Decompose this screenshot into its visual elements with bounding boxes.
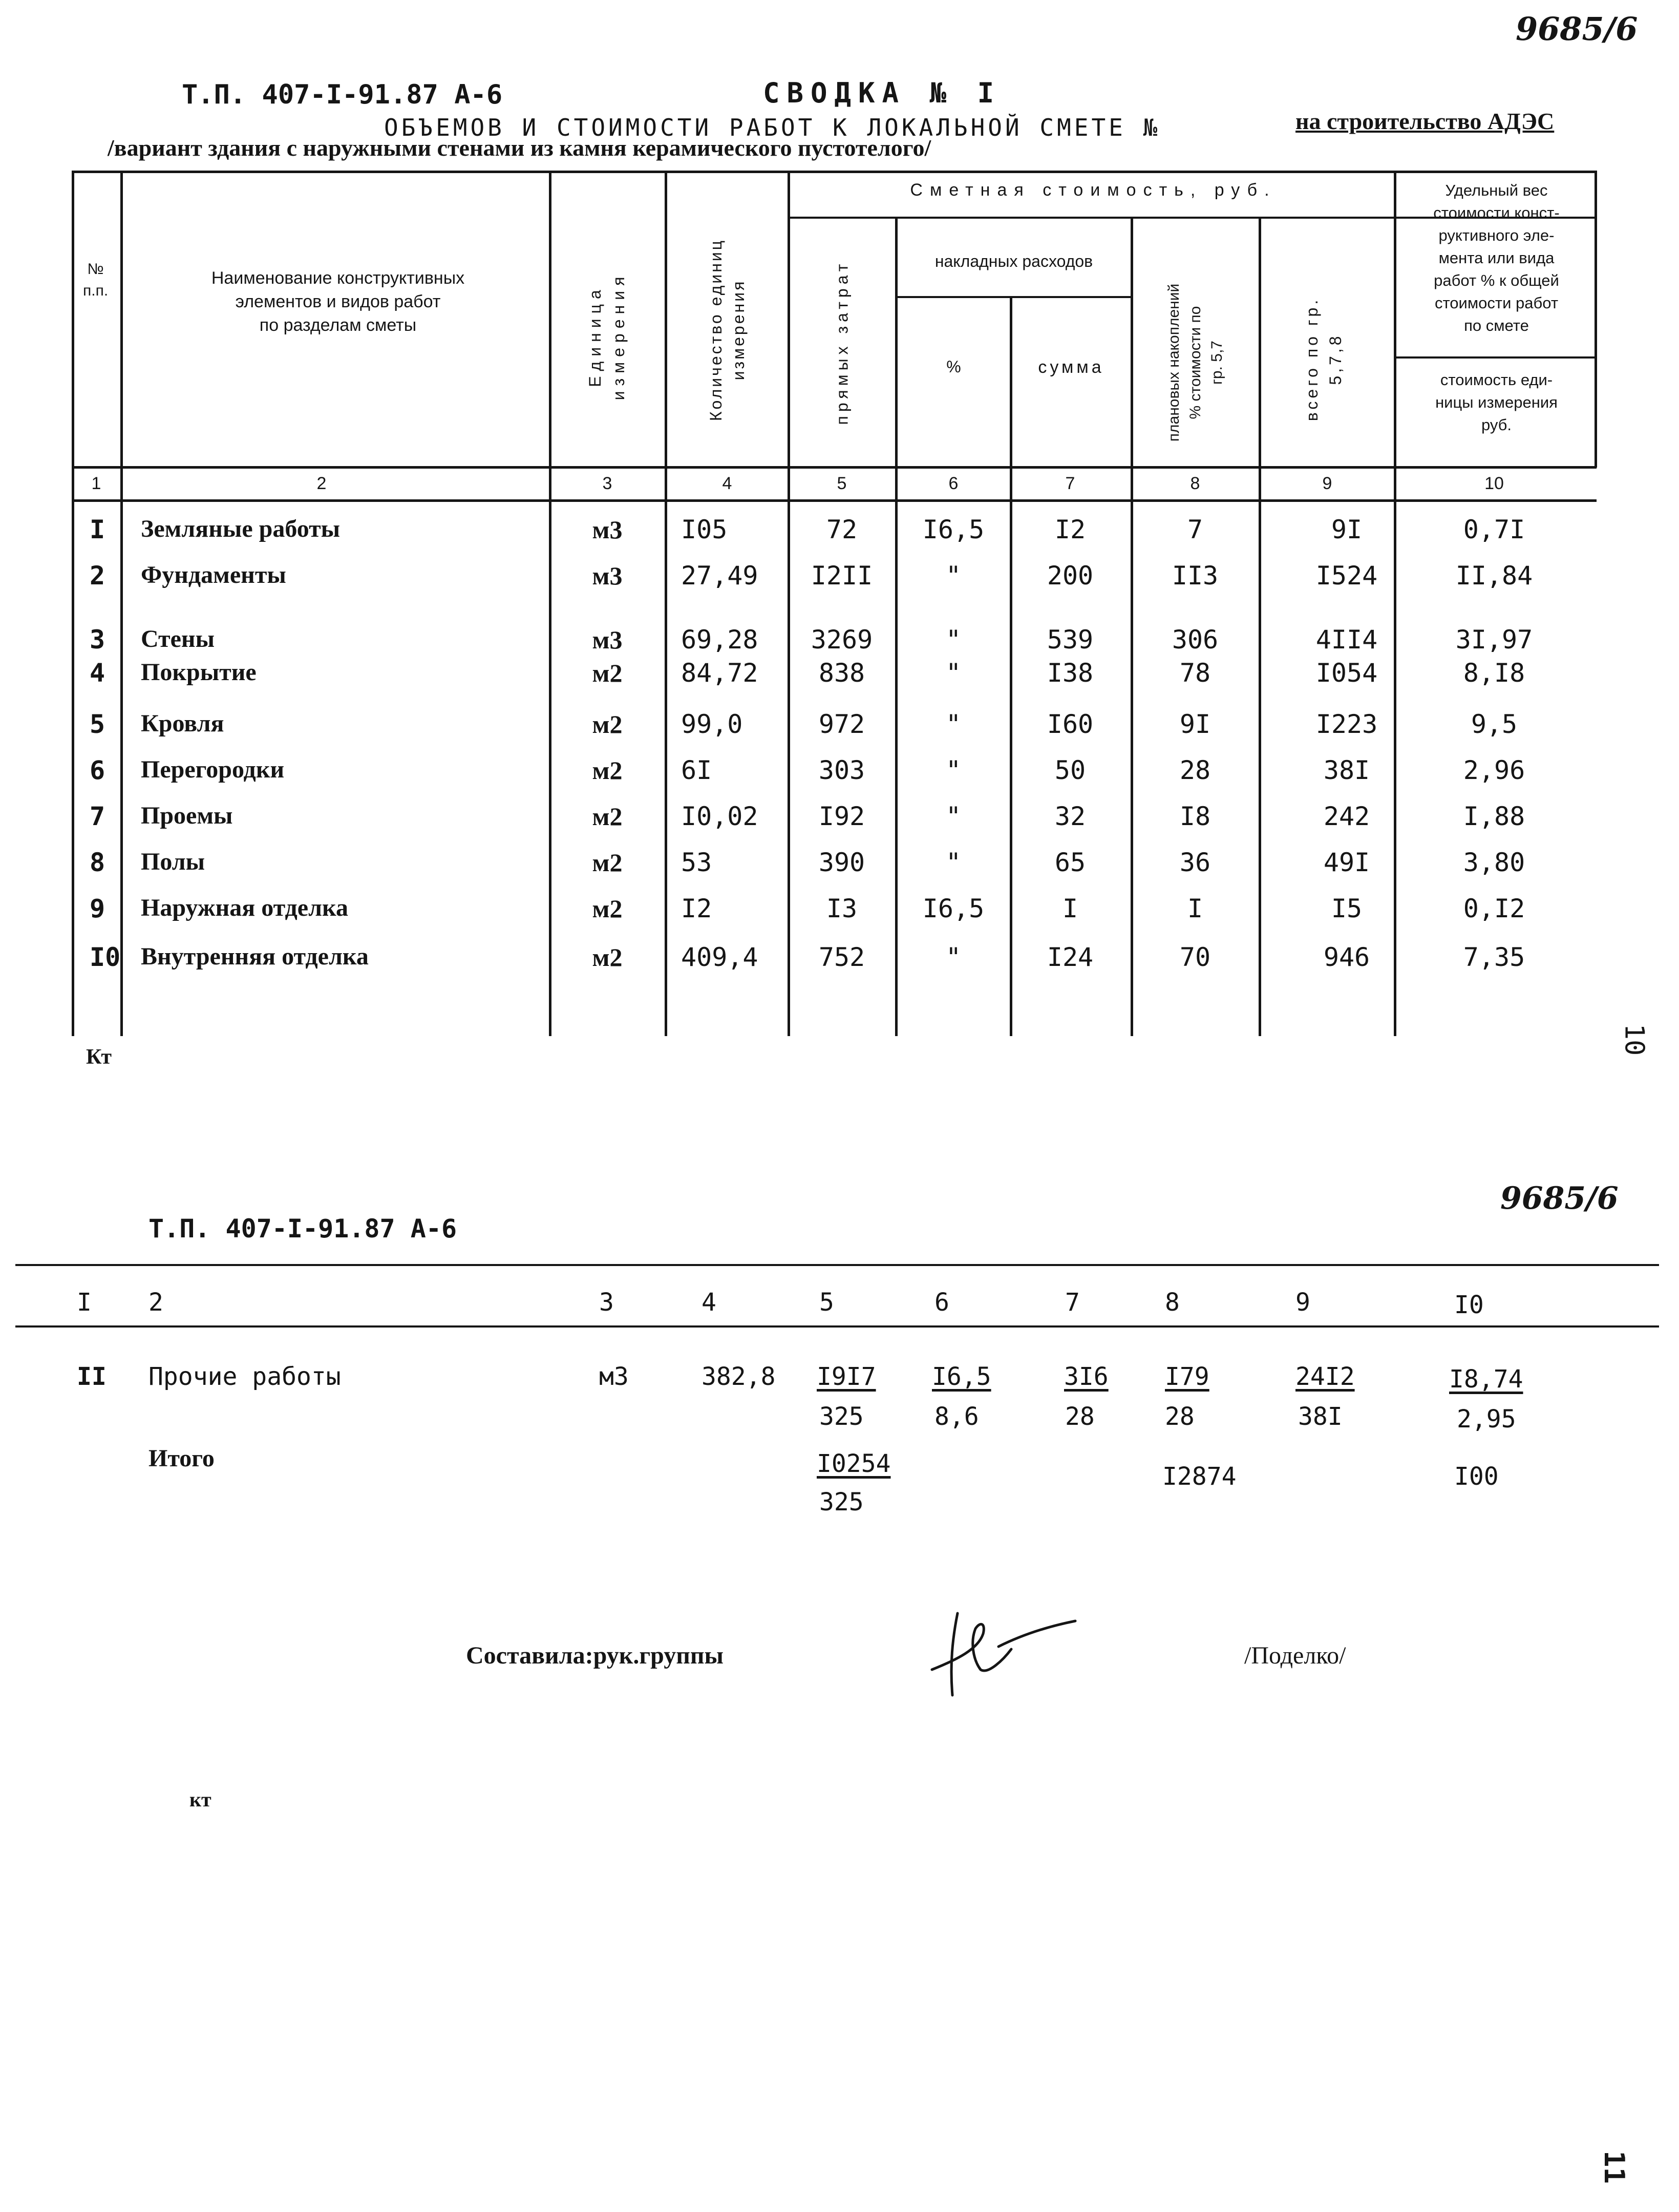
row-total: I223 (1315, 709, 1378, 739)
row-unit: м2 (592, 894, 623, 923)
row-name: Кровля (141, 710, 224, 737)
cont-col-2: 2 (148, 1288, 163, 1317)
row-planned-savings: 7 (1187, 515, 1203, 544)
row-percent-top: I6,5 (932, 1362, 991, 1391)
cont-col-10: I0 (1454, 1291, 1484, 1319)
row-quantity: I0,02 (681, 802, 758, 831)
row-share: II,84 (1455, 561, 1533, 591)
row-number: 6 (90, 755, 105, 785)
row-quantity: 69,28 (681, 625, 758, 655)
col-header-number: № п.п. (83, 261, 109, 299)
composed-by-label: Составила:рук.группы (466, 1642, 724, 1669)
row-number: I0 (90, 942, 121, 972)
col-group-overhead: накладных расходов (934, 252, 1093, 270)
row-overhead-percent: I6,5 (922, 894, 985, 923)
row-share: 9,5 (1471, 709, 1518, 739)
row-percent-bottom: 8,6 (934, 1402, 979, 1431)
page-side-number: 10 (1619, 1023, 1650, 1056)
row-direct-costs: I2II (811, 561, 873, 591)
row-name: Земляные работы (141, 515, 341, 542)
col-number-2: 2 (316, 474, 327, 493)
document-code-2: Т.П. 407-I-91.87 А-6 (148, 1214, 457, 1244)
row-name: Внутренняя отделка (141, 943, 369, 970)
row-planned-savings: I (1187, 894, 1203, 923)
col-number-4: 4 (722, 474, 732, 493)
row-sum-bottom: 28 (1065, 1402, 1095, 1431)
row-overhead-sum: I38 (1047, 658, 1094, 688)
row-total: I5 (1331, 894, 1363, 923)
col-number-8: 8 (1190, 474, 1200, 493)
row-unit: м2 (592, 756, 623, 785)
row-planned-savings: 306 (1172, 625, 1219, 655)
row-unit: м3 (592, 561, 623, 590)
row-share: 8,I8 (1463, 658, 1525, 688)
row-quantity: I05 (681, 515, 728, 544)
col-group-estimated-cost: Сметная стоимость, руб. (910, 180, 1277, 200)
col-number-10: 10 (1484, 474, 1504, 493)
row-total: 49I (1323, 848, 1370, 877)
row-unit: м2 (592, 943, 623, 972)
row-overhead-percent: " (945, 942, 962, 972)
row-share: 3,80 (1463, 848, 1525, 877)
row-planned-savings: 36 (1179, 848, 1211, 877)
initials-bottom-1: Кт (86, 1045, 112, 1069)
row-name: Перегородки (141, 756, 285, 783)
row-overhead-sum: I60 (1047, 709, 1094, 739)
total-direct-top: I0254 (817, 1449, 891, 1478)
row-planned-savings: 28 (1179, 755, 1211, 785)
row-overhead-percent: I6,5 (922, 515, 985, 544)
row-direct-top: I9I7 (817, 1362, 876, 1391)
col-header-total: всего по гр. 5,7,8 (1303, 297, 1345, 422)
row-total: 4II4 (1315, 625, 1378, 655)
page-title: СВОДКА № I (763, 77, 1002, 109)
row-name: Прочие работы (148, 1362, 341, 1391)
row-direct-costs: 752 (818, 942, 865, 972)
row-direct-costs: 390 (818, 848, 865, 877)
row-share: 0,I2 (1463, 894, 1525, 923)
cont-col-1: I (77, 1288, 92, 1317)
subtitle-variant: /вариант здания с наружными стенами из камня керамического пустотелого/ (108, 135, 931, 161)
col-header-name: Наименование конструктивных элементов и видов работ по разделам сметы (211, 268, 465, 335)
row-direct-costs: 972 (818, 709, 865, 739)
col-header-quantity: Количество единиц измерения (707, 238, 748, 422)
row-number: I (90, 515, 105, 544)
row-unit: м2 (592, 659, 623, 687)
row-quantity: 382,8 (702, 1362, 776, 1391)
col-header-overhead-percent: % (946, 357, 961, 376)
row-share: 2,96 (1463, 755, 1525, 785)
row-quantity: 6I (681, 755, 712, 785)
signature-icon (922, 1598, 1080, 1700)
row-overhead-sum: I2 (1054, 515, 1086, 544)
row-total-top: 24I2 (1295, 1362, 1355, 1391)
total-plan: I2874 (1162, 1462, 1237, 1491)
row-quantity: 84,72 (681, 658, 758, 688)
row-overhead-sum: 200 (1047, 561, 1094, 591)
row-unit: м2 (592, 848, 623, 877)
col-header-unit: Единица измерения (586, 271, 628, 401)
row-overhead-sum: 539 (1047, 625, 1094, 655)
total-share: I00 (1454, 1462, 1499, 1491)
cont-col-9: 9 (1295, 1288, 1310, 1317)
row-planned-savings: 9I (1179, 709, 1211, 739)
row-quantity: 409,4 (681, 942, 758, 972)
row-overhead-percent: " (945, 848, 962, 877)
row-share-bottom: 2,95 (1457, 1405, 1516, 1434)
row-share-top: I8,74 (1449, 1365, 1523, 1394)
row-total: 38I (1323, 755, 1370, 785)
archive-stamp-top: 9685/6 (1516, 10, 1638, 48)
signer-name: /Поделко/ (1244, 1642, 1346, 1669)
row-direct-costs: 838 (818, 658, 865, 688)
row-name: Проемы (141, 802, 233, 829)
row-name: Покрытие (141, 659, 257, 686)
row-name: Фундаменты (141, 561, 286, 588)
col-number-3: 3 (602, 474, 612, 493)
col-header-planned-savings: плановых накоплений % стоимости по гр. 5,7 (1165, 283, 1225, 442)
row-direct-costs: 72 (826, 515, 858, 544)
col-number-6: 6 (948, 474, 959, 493)
row-number: 4 (90, 658, 105, 688)
initials-bottom-2: кт (189, 1788, 211, 1811)
col-number-5: 5 (837, 474, 847, 493)
row-number: 8 (90, 848, 105, 877)
cont-col-8: 8 (1165, 1288, 1180, 1317)
row-overhead-percent: " (945, 561, 962, 591)
corner-mark: 11 (1598, 2150, 1631, 2184)
row-share: I,88 (1463, 802, 1525, 831)
row-quantity: 53 (681, 848, 712, 877)
subtitle: ОБЪЕМОВ И СТОИМОСТИ РАБОТ К ЛОКАЛЬНОЙ СМЕТЕ № (384, 114, 1161, 141)
archive-stamp-2: 9685/6 (1500, 1181, 1619, 1216)
col-header-overhead-sum: сумма (1038, 357, 1104, 377)
row-planned-savings: 70 (1179, 942, 1211, 972)
row-overhead-sum: 32 (1054, 802, 1086, 831)
row-plan-bottom: 28 (1165, 1402, 1195, 1431)
row-total: 9I (1331, 515, 1363, 544)
row-unit: м3 (592, 625, 623, 654)
subtitle-fill: на строительство АДЭС (1295, 108, 1555, 134)
row-overhead-sum: 50 (1054, 755, 1086, 785)
cont-col-6: 6 (934, 1288, 949, 1317)
cont-col-5: 5 (819, 1288, 834, 1317)
cont-col-7: 7 (1065, 1288, 1080, 1317)
row-direct-bottom: 325 (819, 1402, 864, 1431)
row-overhead-percent: " (945, 802, 962, 831)
row-direct-costs: I3 (826, 894, 858, 923)
row-direct-costs: 303 (818, 755, 865, 785)
row-sum-top: 3I6 (1064, 1362, 1109, 1391)
document-code: Т.П. 407-I-91.87 А-6 (182, 79, 503, 110)
row-overhead-sum: I24 (1047, 942, 1094, 972)
total-label: Итого (148, 1445, 215, 1472)
row-quantity: I2 (681, 894, 712, 923)
row-overhead-percent: " (945, 755, 962, 785)
row-plan-top: I79 (1165, 1362, 1209, 1391)
col-number-7: 7 (1065, 474, 1075, 493)
row-share: 3I,97 (1455, 625, 1533, 655)
col-number-1: 1 (91, 474, 101, 493)
row-direct-costs: 3269 (811, 625, 873, 655)
row-total: 946 (1323, 942, 1370, 972)
row-name: Стены (141, 625, 215, 652)
row-planned-savings: II3 (1172, 561, 1219, 591)
cont-col-3: 3 (599, 1288, 614, 1317)
row-number: 9 (90, 894, 105, 923)
row-name: Полы (141, 848, 205, 875)
row-direct-costs: I92 (818, 802, 865, 831)
row-number: 3 (90, 625, 105, 655)
row-number: 2 (90, 561, 105, 591)
col-number-9: 9 (1322, 474, 1332, 493)
cont-col-4: 4 (702, 1288, 716, 1317)
row-quantity: 27,49 (681, 561, 758, 591)
row-planned-savings: I8 (1179, 802, 1211, 831)
row-number: 5 (90, 709, 105, 739)
row-overhead-percent: " (945, 625, 962, 655)
row-share: 7,35 (1463, 942, 1525, 972)
row-total-bottom: 38I (1298, 1402, 1343, 1431)
row-overhead-percent: " (945, 709, 962, 739)
row-overhead-percent: " (945, 658, 962, 688)
total-direct-bottom: 325 (819, 1488, 864, 1516)
row-unit: м2 (592, 710, 623, 739)
row-overhead-sum: 65 (1054, 848, 1086, 877)
row-total: I524 (1315, 561, 1378, 591)
row-total: I054 (1315, 658, 1378, 688)
row-name: Наружная отделка (141, 894, 348, 921)
row-unit: м3 (599, 1362, 629, 1391)
row-number: 7 (90, 802, 105, 831)
col-header-share-percent: Удельный вес стоимости конст- руктивного эле- мента или вида работ % к общей стоимости работ по смете (1433, 181, 1560, 334)
row-number: II (77, 1362, 107, 1391)
row-planned-savings: 78 (1179, 658, 1211, 688)
row-overhead-sum: I (1062, 894, 1078, 923)
row-share: 0,7I (1463, 515, 1525, 544)
row-unit: м3 (592, 515, 623, 544)
col-header-direct-costs: прямых затрат (833, 260, 852, 425)
row-unit: м2 (592, 802, 623, 831)
row-quantity: 99,0 (681, 709, 743, 739)
row-total: 242 (1323, 802, 1370, 831)
col-header-unit-cost: стоимость еди- ницы измерения руб. (1435, 371, 1558, 434)
